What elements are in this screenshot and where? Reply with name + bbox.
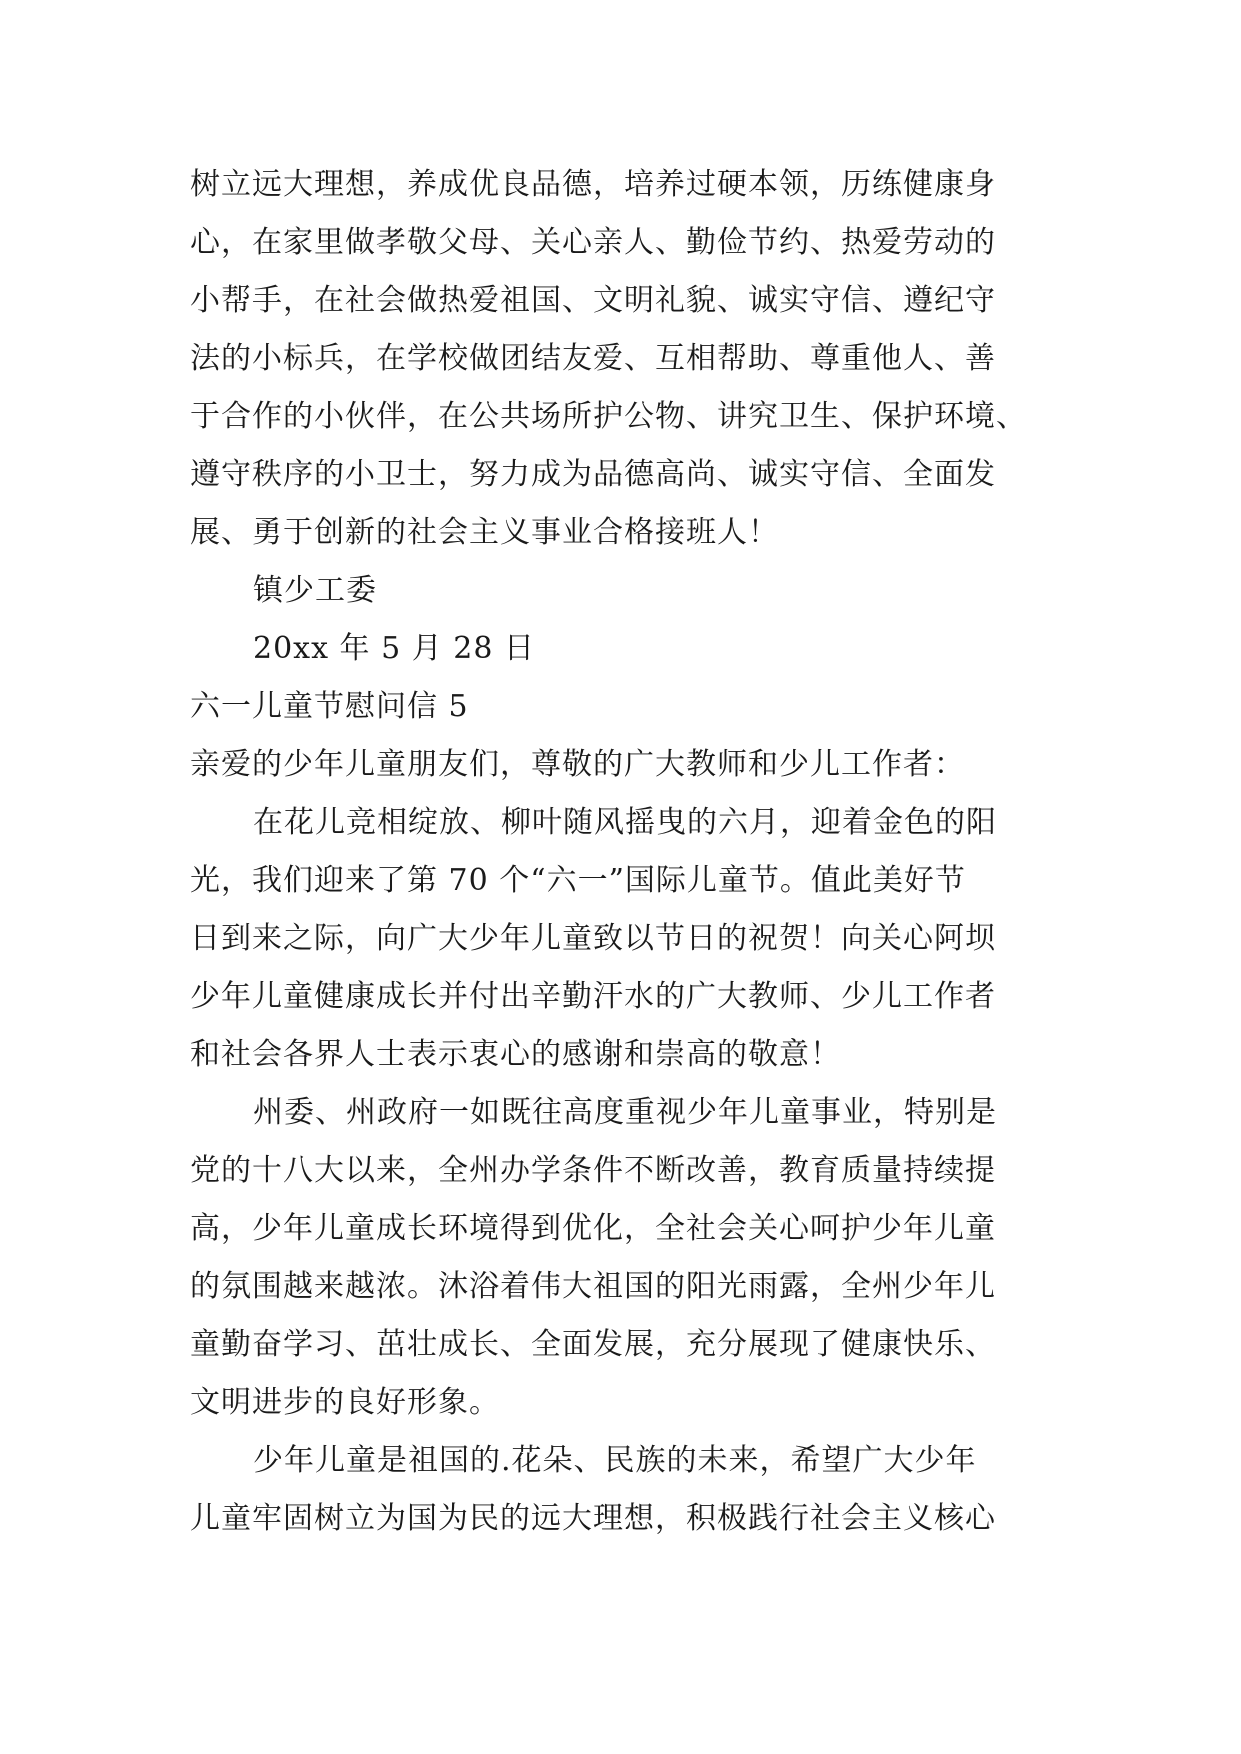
paragraph-line: 党的十八大以来，全州办学条件不断改善，教育质量持续提 [190, 1153, 996, 1188]
paragraph-line: 州委、州政府一如既往高度重视少年儿童事业，特别是 [253, 1095, 997, 1130]
paragraph-line: 儿童牢固树立为国为民的远大理想，积极践行社会主义核心 [190, 1501, 996, 1536]
paragraph-line: 少年儿童是祖国的.花朵、民族的未来，希望广大少年 [253, 1443, 977, 1478]
paragraph-line: 童勤奋学习、茁壮成长、全面发展，充分展现了健康快乐、 [190, 1327, 996, 1362]
paragraph-line: 展、勇于创新的社会主义事业合格接班人！ [190, 515, 779, 550]
paragraph-1 [190, 794, 1050, 1084]
paragraph-line: 心，在家里做孝敬父母、关心亲人、勤俭节约、热爱劳动的 [190, 225, 996, 260]
letter-title: 六一儿童节慰问信 5 [190, 689, 469, 724]
paragraph-line: 日到来之际，向广大少年儿童致以节日的祝贺！向关心阿坝 [190, 921, 996, 956]
letter-date: 20xx 年 5 月 28 日 [253, 631, 535, 666]
paragraph-3 [190, 1432, 1050, 1548]
paragraph-2 [190, 1084, 1050, 1432]
paragraph-line: 遵守秩序的小卫士，努力成为品德高尚、诚实守信、全面发 [190, 457, 996, 492]
paragraph-line: 光，我们迎来了第 70 个“六一”国际儿童节。值此美好节 [190, 863, 966, 898]
paragraph-line: 少年儿童健康成长并付出辛勤汗水的广大教师、少儿工作者 [190, 979, 996, 1014]
paragraph-line: 和社会各界人士表示衷心的感谢和崇高的敬意！ [190, 1037, 841, 1072]
signature: 镇少工委 [253, 573, 377, 608]
document-body [190, 156, 1050, 1548]
paragraph-line: 文明进步的良好形象。 [190, 1385, 500, 1420]
paragraph-line: 树立远大理想，养成优良品德，培养过硬本领，历练健康身 [190, 167, 996, 202]
paragraph-line: 法的小标兵，在学校做团结友爱、互相帮助、尊重他人、善 [190, 341, 996, 376]
closing-paragraph [190, 156, 1050, 562]
paragraph-line: 小帮手，在社会做热爱祖国、文明礼貌、诚实守信、遵纪守 [190, 283, 996, 318]
paragraph-line: 高，少年儿童成长环境得到优化，全社会关心呵护少年儿童 [190, 1211, 996, 1246]
paragraph-line: 的氛围越来越浓。沐浴着伟大祖国的阳光雨露，全州少年儿 [190, 1269, 996, 1304]
paragraph-line: 于合作的小伙伴，在公共场所护公物、讲究卫生、保护环境、 [190, 399, 1027, 434]
paragraph-line: 在花儿竞相绽放、柳叶随风摇曳的六月，迎着金色的阳 [253, 805, 997, 840]
salutation: 亲爱的少年儿童朋友们，尊敬的广大教师和少儿工作者： [190, 747, 965, 782]
